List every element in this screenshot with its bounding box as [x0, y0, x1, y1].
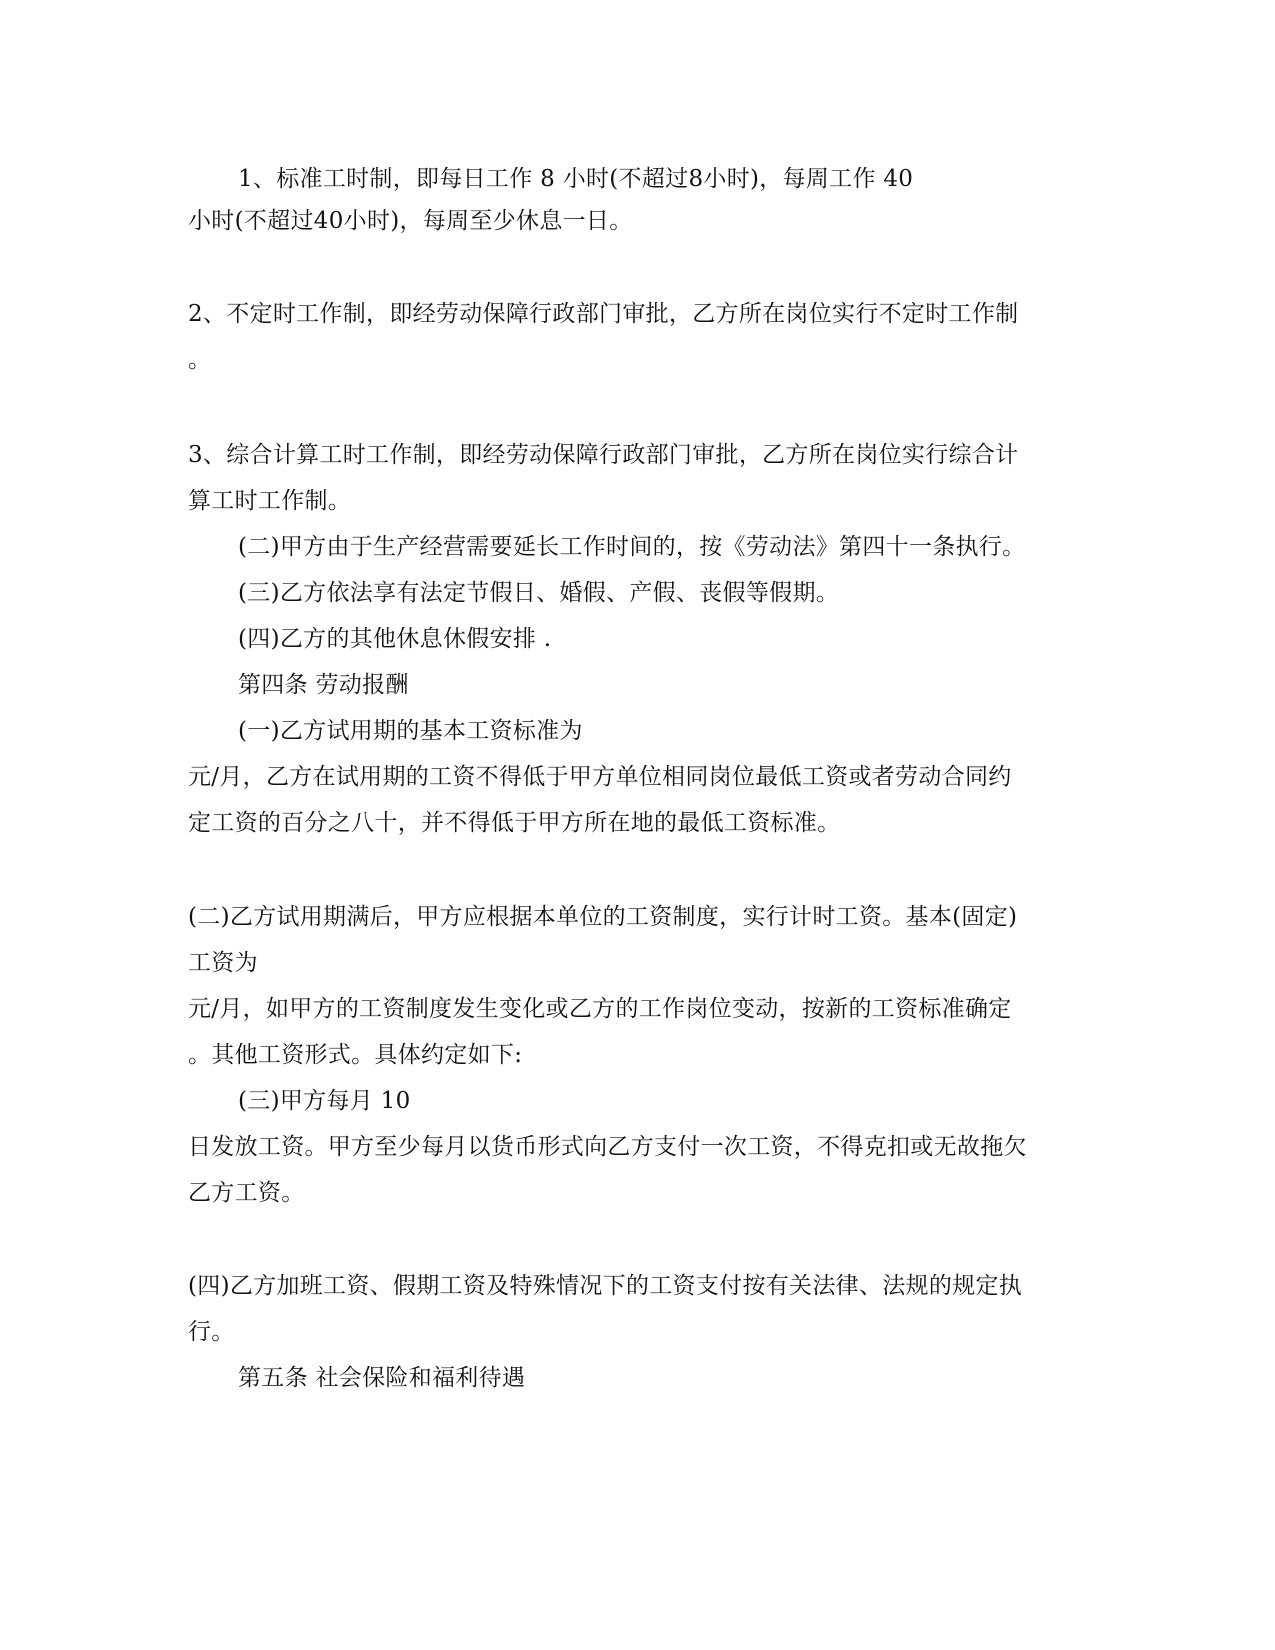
text-line: 元/月，如甲方的工资制度发生变化或乙方的工作岗位变动，按新的工资标准确定 — [188, 996, 1012, 1022]
text-line: 定工资的百分之八十，并不得低于甲方所在地的最低工资标准。 — [188, 810, 841, 836]
text-line: (二)甲方由于生产经营需要延长工作时间的，按《劳动法》第四十一条执行。 — [238, 534, 1026, 560]
text-line: 行。 — [188, 1319, 235, 1345]
text-line: (一)乙方试用期的基本工资标准为 — [238, 718, 583, 744]
text-line: (四)乙方加班工资、假期工资及特殊情况下的工资支付按有关法律、法规的规定执 — [188, 1273, 1023, 1299]
text-line: (二)乙方试用期满后，甲方应根据本单位的工资制度，实行计时工资。基本(固定) — [188, 904, 1018, 930]
text-line: 2、不定时工作制，即经劳动保障行政部门审批，乙方所在岗位实行不定时工作制 — [188, 301, 1019, 327]
text-line: 元/月，乙方在试用期的工资不得低于甲方单位相同岗位最低工资或者劳动合同约 — [188, 764, 1012, 790]
text-line: 3、综合计算工时工作制，即经劳动保障行政部门审批，乙方所在岗位实行综合计 — [188, 442, 1019, 468]
text-line: 。其他工资形式。具体约定如下: — [188, 1042, 523, 1068]
text-line: 。 — [188, 347, 212, 373]
text-line: 乙方工资。 — [188, 1180, 305, 1206]
text-line: (三)甲方每月 10 — [238, 1088, 411, 1114]
text-line: 小时(不超过40小时)，每周至少休息一日。 — [188, 208, 633, 234]
text-line: 算工时工作制。 — [188, 488, 352, 514]
section-heading: 第四条 劳动报酬 — [238, 672, 409, 698]
text-line: 1、标准工时制，即每日工作 8 小时(不超过8小时)，每周工作 40 — [238, 166, 914, 192]
text-line: (三)乙方依法享有法定节假日、婚假、产假、丧假等假期。 — [238, 580, 840, 606]
section-heading: 第五条 社会保险和福利待遇 — [238, 1365, 526, 1391]
text-line: 日发放工资。甲方至少每月以货币形式向乙方支付一次工资，不得克扣或无故拖欠 — [188, 1134, 1027, 1160]
text-line: 工资为 — [188, 950, 258, 976]
text-line: (四)乙方的其他休息休假安排 . — [238, 626, 552, 652]
